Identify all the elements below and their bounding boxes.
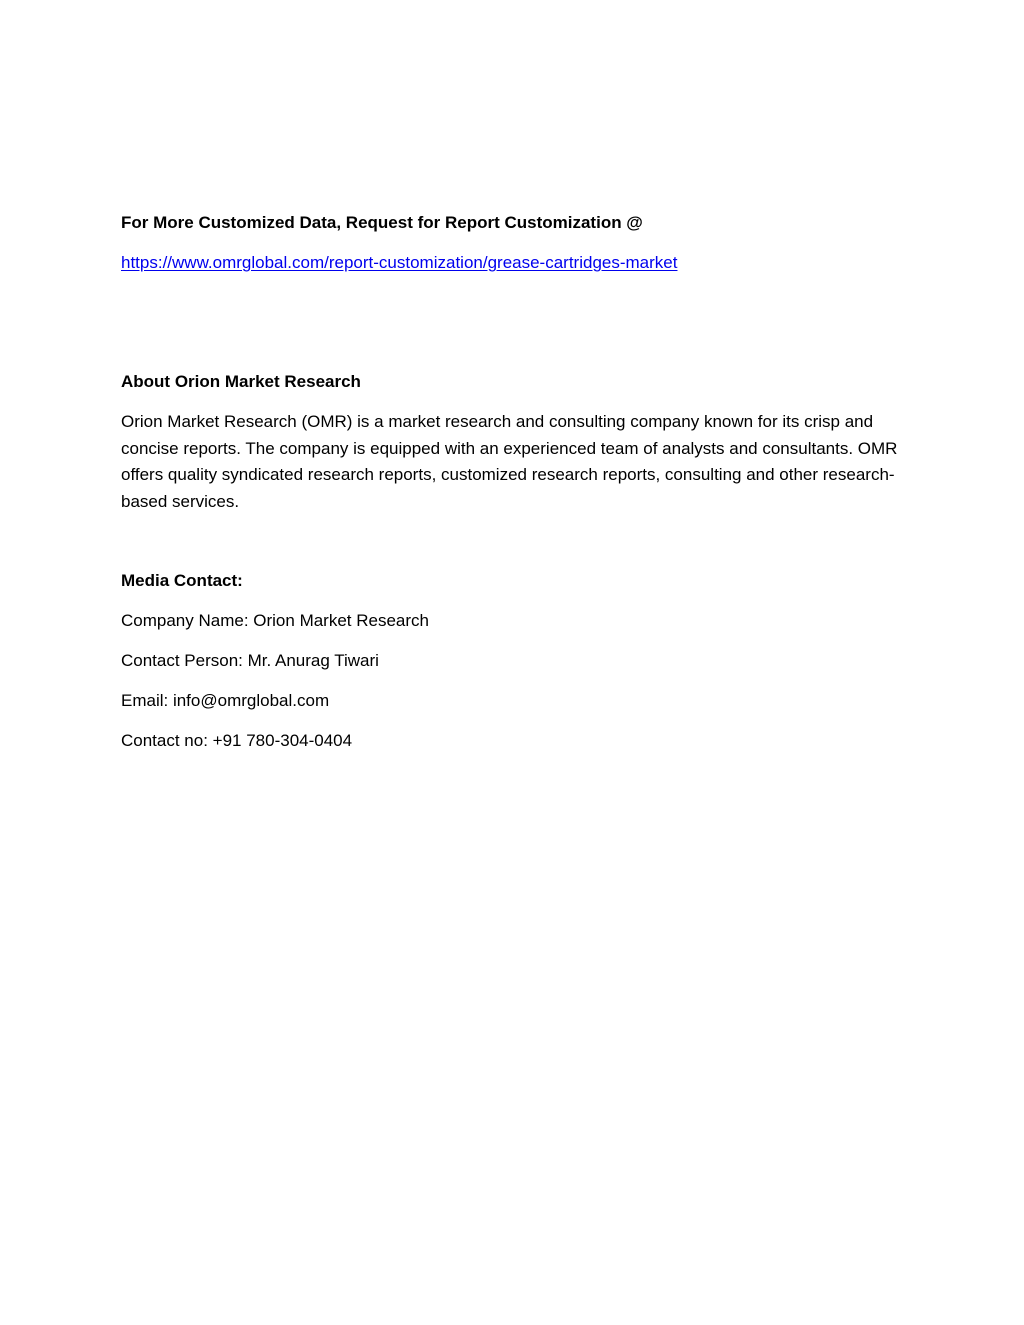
about-paragraph: Orion Market Research (OMR) is a market research and consulting company known for its crisp and concise reports. The company is equipped with an experienced team of analysts and consultants. OMR offers quality syndicated research reports, customized research reports, consulting and other research-based services. [121,412,898,511]
about-heading: About Orion Market Research [121,372,361,391]
media-contact-heading: Media Contact: [121,571,243,590]
customization-heading: For More Customized Data, Request for Report Customization @ [121,213,643,232]
phone-line: Contact no: +91 780-304-0404 [121,731,353,750]
report-customization-link[interactable]: https://www.omrglobal.com/report-customization/grease-cartridges-market [121,253,678,272]
email-line: Email: info@omrglobal.com [121,691,330,710]
contact-person-line: Contact Person: Mr. Anurag Tiwari [121,651,379,670]
company-name-line: Company Name: Orion Market Research [121,611,430,630]
